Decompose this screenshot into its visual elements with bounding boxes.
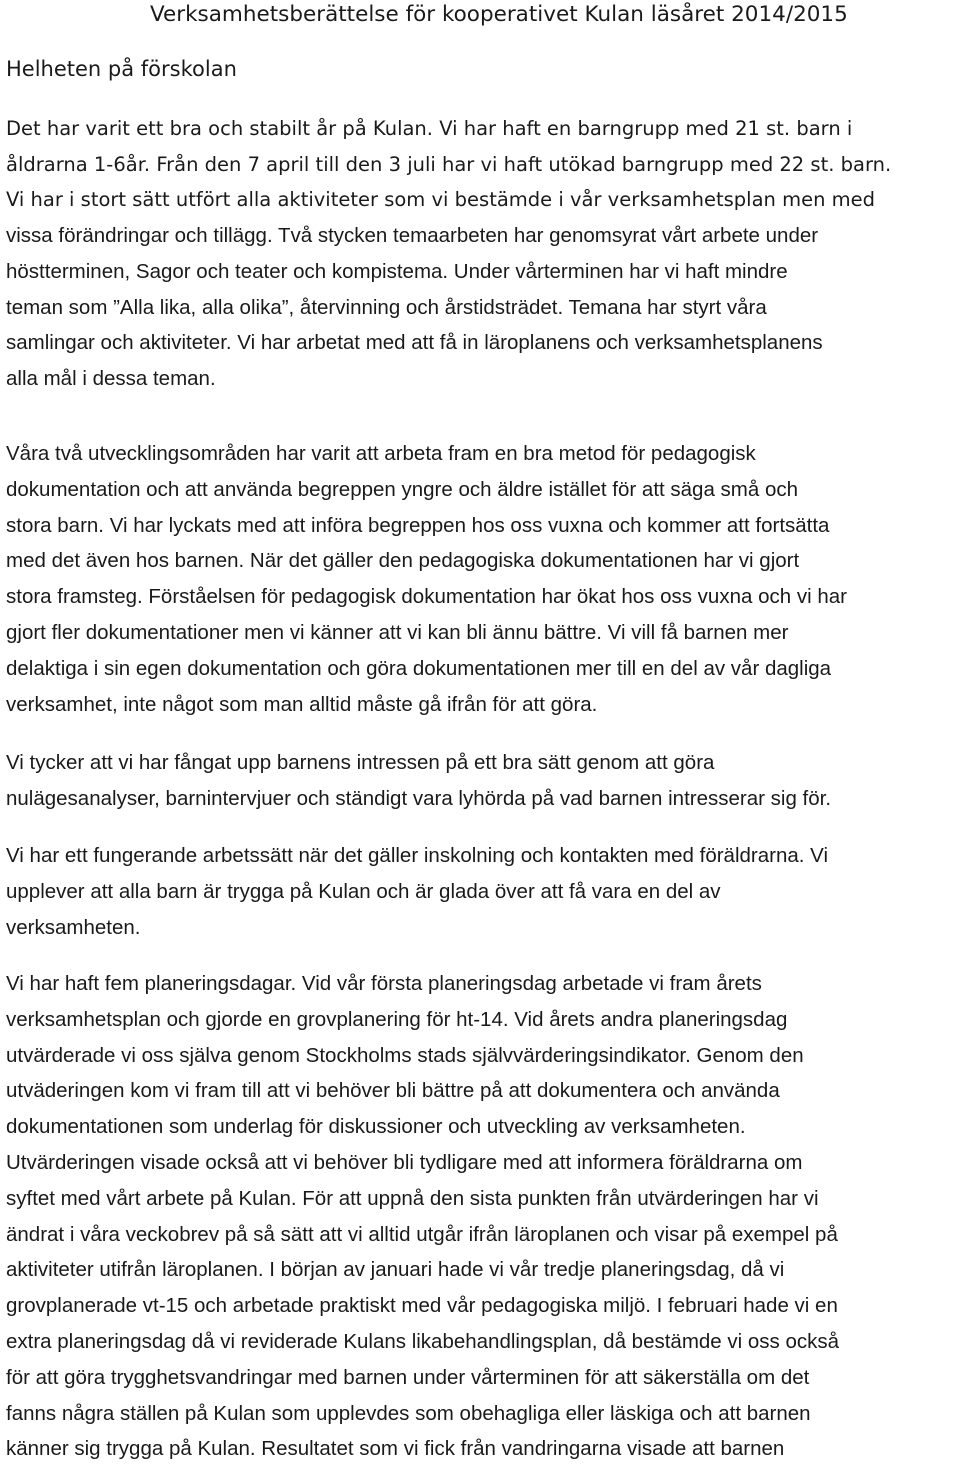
text-line: utvärderade vi oss själva genom Stockholms stads självvärderingsindikator. Genom den bbox=[6, 1043, 804, 1067]
text-line: teman som ”Alla lika, alla olika”, återvinning och årstidsträdet. Temana har styrt våra bbox=[6, 295, 767, 319]
text-line: verksamhet, inte något som man alltid måste gå ifrån för att göra. bbox=[6, 692, 598, 716]
text-line: extra planeringsdag då vi reviderade Kulans likabehandlingsplan, då bestämde vi oss också bbox=[6, 1329, 840, 1353]
text-line: dokumentationen som underlag för diskussioner och utveckling av verksamheten. bbox=[6, 1115, 746, 1139]
text-line: grovplanerade vt-15 och arbetade praktiskt med vår pedagogiska miljö. I februari hade vi en bbox=[6, 1294, 838, 1318]
text-line: verksamheten. bbox=[6, 915, 141, 939]
text-line: Vi har i stort sätt utfört alla aktiviteter som vi bestämde i vår verksamhetsplan men med bbox=[6, 188, 876, 211]
text-line: upplever att alla barn är trygga på Kulan och är glada över att få vara en del av bbox=[6, 879, 721, 903]
text-line: vissa förändringar och tillägg. Två stycken temaarbeten har genomsyrat vårt arbete under bbox=[6, 224, 819, 247]
text-line: Vi tycker att vi har fångat upp barnens intressen på ett bra sätt genom att göra bbox=[6, 751, 715, 774]
text-line: samlingar och aktiviteter. Vi har arbetat med att få in läroplanens och verksamhetsplanens bbox=[6, 331, 823, 355]
text-line: syftet med vårt arbete på Kulan. För att uppnå den sista punkten från utvärderingen har vi bbox=[6, 1186, 819, 1210]
text-line: Vi har ett fungerande arbetssätt när det gäller inskolning och kontakten med föräldrarna. Vi bbox=[6, 844, 829, 867]
paragraph-planning-days bbox=[6, 966, 958, 1467]
text-line: aktiviteter utifrån läroplanen. I början av januari hade vi vår tredje planeringsdag, då vi bbox=[6, 1258, 785, 1282]
text-line: känner sig trygga på Kulan. Resultatet som vi fick från vandringarna visade att barnen bbox=[6, 1437, 785, 1461]
paragraph-onboarding bbox=[6, 838, 958, 945]
running-header: Verksamhetsberättelse för kooperativet Kulan läsåret 2014/2015 bbox=[150, 2, 848, 27]
text-line: alla mål i dessa teman. bbox=[6, 367, 216, 391]
text-line: med det även hos barnen. När det gäller den pedagogiska dokumentationen har vi gjort bbox=[6, 549, 800, 573]
text-line: Utvärderingen visade också att vi behöver bli tydligare med att informera föräldrarna om bbox=[6, 1150, 803, 1174]
text-line: ändrat i våra veckobrev på så sätt att vi alltid utgår ifrån läroplanen och visar på exempel på bbox=[6, 1222, 838, 1246]
text-line: delaktiga i sin egen dokumentation och göra dokumentationen mer till en del av vår dagliga bbox=[6, 656, 832, 680]
text-line: Det har varit ett bra och stabilt år på Kulan. Vi har haft en barngrupp med 21 st. barn i bbox=[6, 117, 853, 140]
text-line: dokumentation och att använda begreppen yngre och äldre istället för att säga små och bbox=[6, 477, 799, 501]
paragraph-activities bbox=[6, 182, 956, 218]
text-line: nulägesanalyser, barnintervjuer och ständigt vara lyhörda på vad barnen intresserar sig för. bbox=[6, 786, 832, 810]
paragraph-intro bbox=[6, 111, 956, 182]
text-line: Vi har haft fem planeringsdagar. Vid vår första planeringsdag arbetade vi fram årets bbox=[6, 972, 762, 995]
paragraph-interests bbox=[6, 745, 958, 817]
text-line: åldrarna 1-6år. Från den 7 april till den 3 juli har vi haft utökad barngrupp med 22 st. barn. bbox=[6, 152, 892, 176]
text-line: stora framsteg. Förståelsen för pedagogisk dokumentation har ökat hos oss vuxna och vi har bbox=[6, 585, 847, 609]
text-line: stora barn. Vi har lyckats med att införa begreppen hos oss vuxna och kommer att fortsätta bbox=[6, 513, 830, 537]
section-heading: Helheten på förskolan bbox=[6, 57, 237, 81]
text-line: gjort fler dokumentationer men vi känner att vi kan bli ännu bättre. Vi vill få barnen mer bbox=[6, 620, 789, 644]
paragraph-development-areas bbox=[6, 436, 958, 722]
text-line: för att göra trygghetsvandringar med barnen under vårterminen för att säkerställa om det bbox=[6, 1365, 810, 1389]
text-line: höstterminen, Sagor och teater och kompistema. Under vårterminen har vi haft mindre bbox=[6, 259, 788, 283]
text-line: verksamhetsplan och gjorde en grovplanering för ht-14. Vid årets andra planeringsdag bbox=[6, 1007, 788, 1031]
text-line: utväderingen kom vi fram till att vi behöver bli bättre på att dokumentera och använda bbox=[6, 1079, 780, 1103]
text-line: fanns några ställen på Kulan som upplevdes som obehagliga eller läskiga och att barnen bbox=[6, 1401, 811, 1425]
paragraph-activities-body bbox=[6, 218, 958, 397]
text-line: Våra två utvecklingsområden har varit att arbeta fram en bra metod för pedagogisk bbox=[6, 442, 756, 465]
